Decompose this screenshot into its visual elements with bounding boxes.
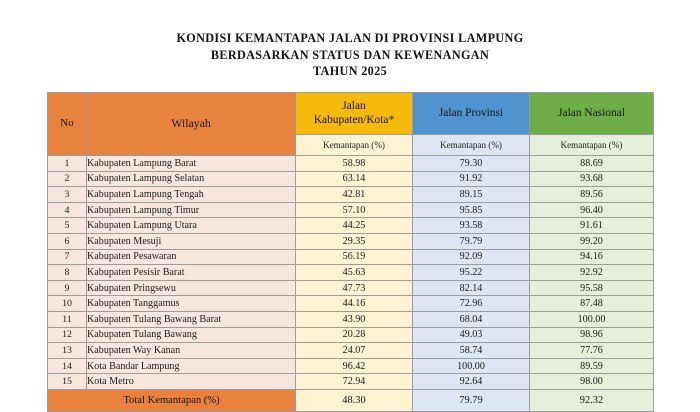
row-nasional: 100.00 bbox=[530, 311, 654, 327]
row-no: 11 bbox=[48, 311, 87, 327]
table-row bbox=[48, 187, 654, 203]
table-row bbox=[48, 233, 654, 249]
table-row bbox=[48, 296, 654, 312]
row-nasional: 99.20 bbox=[530, 233, 654, 249]
row-kabupaten: 20.28 bbox=[296, 327, 413, 343]
row-wilayah: Kabupaten Pesawaran bbox=[87, 249, 296, 265]
row-kabupaten: 44.16 bbox=[296, 296, 413, 312]
total-row-label: Total Kemantapan (%) bbox=[48, 389, 296, 411]
title-line-2: BERDASARKAN STATUS DAN KEWENANGAN bbox=[210, 47, 490, 62]
row-wilayah: Kabupaten Lampung Tengah bbox=[87, 187, 296, 203]
total-nasional-value: 92.32 bbox=[530, 389, 654, 411]
title-line-3: TAHUN 2025 bbox=[312, 64, 388, 78]
row-nasional: 95.58 bbox=[530, 280, 654, 296]
row-nasional: 92.92 bbox=[530, 265, 654, 281]
table-header-row-main bbox=[48, 93, 654, 135]
table-head bbox=[48, 93, 654, 156]
row-no: 15 bbox=[48, 374, 87, 390]
row-provinsi: 93.58 bbox=[413, 218, 530, 234]
row-no: 12 bbox=[48, 327, 87, 343]
column-header-jalan-nasional: Jalan Nasional bbox=[530, 93, 654, 135]
table-body bbox=[48, 156, 654, 390]
total-provinsi-value: 79.79 bbox=[413, 389, 530, 411]
table-row bbox=[48, 374, 654, 390]
row-kabupaten: 47.73 bbox=[296, 280, 413, 296]
row-wilayah: Kabupaten Way Kanan bbox=[87, 343, 296, 359]
column-header-jalan-provinsi: Jalan Provinsi bbox=[413, 93, 530, 135]
row-no: 6 bbox=[48, 233, 87, 249]
row-provinsi: 49.03 bbox=[413, 327, 530, 343]
row-wilayah: Kabupaten Tulang Bawang Barat bbox=[87, 311, 296, 327]
row-no: 10 bbox=[48, 296, 87, 312]
row-no: 2 bbox=[48, 171, 87, 187]
table-row bbox=[48, 327, 654, 343]
table-row bbox=[48, 343, 654, 359]
row-wilayah: Kabupaten Tanggamus bbox=[87, 296, 296, 312]
row-nasional: 89.56 bbox=[530, 187, 654, 203]
column-header-wilayah: Wilayah bbox=[87, 93, 296, 156]
row-provinsi: 72.96 bbox=[413, 296, 530, 312]
row-provinsi: 91.92 bbox=[413, 171, 530, 187]
row-provinsi: 92.09 bbox=[413, 249, 530, 265]
column-header-jalan-kabupaten-line2: Kabupaten/Kota* bbox=[313, 113, 395, 126]
row-no: 14 bbox=[48, 358, 87, 374]
row-provinsi: 68.04 bbox=[413, 311, 530, 327]
row-no: 8 bbox=[48, 265, 87, 281]
row-wilayah: Kabupaten Pesisir Barat bbox=[87, 265, 296, 281]
total-kabupaten-value: 48.30 bbox=[296, 389, 413, 411]
column-header-no: No bbox=[48, 93, 87, 156]
subheader-kemantapan-provinsi: Kemantapan (%) bbox=[413, 135, 530, 156]
row-no: 13 bbox=[48, 343, 87, 359]
row-provinsi: 100.00 bbox=[413, 358, 530, 374]
row-nasional: 94.16 bbox=[530, 249, 654, 265]
row-provinsi: 79.30 bbox=[413, 156, 530, 172]
table-row bbox=[48, 358, 654, 374]
row-kabupaten: 56.19 bbox=[296, 249, 413, 265]
road-condition-table-wrapper bbox=[47, 92, 653, 412]
row-nasional: 91.61 bbox=[530, 218, 654, 234]
row-kabupaten: 72.94 bbox=[296, 374, 413, 390]
row-nasional: 87.48 bbox=[530, 296, 654, 312]
document-title bbox=[0, 30, 700, 80]
row-wilayah: Kota Metro bbox=[87, 374, 296, 390]
row-kabupaten: 63.14 bbox=[296, 171, 413, 187]
row-wilayah: Kota Bandar Lampung bbox=[87, 358, 296, 374]
row-kabupaten: 58.98 bbox=[296, 156, 413, 172]
row-no: 3 bbox=[48, 187, 87, 203]
row-provinsi: 95.22 bbox=[413, 265, 530, 281]
table-row bbox=[48, 171, 654, 187]
row-wilayah: Kabupaten Lampung Selatan bbox=[87, 171, 296, 187]
title-line-1: KONDISI KEMANTAPAN JALAN DI PROVINSI LAMPUNG bbox=[176, 31, 524, 45]
row-no: 4 bbox=[48, 202, 87, 218]
row-kabupaten: 45.63 bbox=[296, 265, 413, 281]
table-row bbox=[48, 202, 654, 218]
row-wilayah: Kabupaten Tulang Bawang bbox=[87, 327, 296, 343]
table-foot bbox=[48, 389, 654, 411]
row-provinsi: 95.85 bbox=[413, 202, 530, 218]
row-wilayah: Kabupaten Lampung Timur bbox=[87, 202, 296, 218]
row-wilayah: Kabupaten Pringsewu bbox=[87, 280, 296, 296]
subheader-kemantapan-kabupaten: Kemantapan (%) bbox=[296, 135, 413, 156]
column-header-jalan-kabupaten-line1: Jalan bbox=[342, 100, 366, 112]
table-row bbox=[48, 311, 654, 327]
row-wilayah: Kabupaten Mesuji bbox=[87, 233, 296, 249]
table-row bbox=[48, 265, 654, 281]
row-kabupaten: 24.07 bbox=[296, 343, 413, 359]
row-kabupaten: 96.42 bbox=[296, 358, 413, 374]
row-nasional: 98.00 bbox=[530, 374, 654, 390]
row-nasional: 96.40 bbox=[530, 202, 654, 218]
row-nasional: 93.68 bbox=[530, 171, 654, 187]
row-provinsi: 89.15 bbox=[413, 187, 530, 203]
row-no: 5 bbox=[48, 218, 87, 234]
row-nasional: 88.69 bbox=[530, 156, 654, 172]
row-kabupaten: 57.10 bbox=[296, 202, 413, 218]
table-row bbox=[48, 156, 654, 172]
row-kabupaten: 43.90 bbox=[296, 311, 413, 327]
row-kabupaten: 29.35 bbox=[296, 233, 413, 249]
row-no: 7 bbox=[48, 249, 87, 265]
row-provinsi: 92.64 bbox=[413, 374, 530, 390]
row-nasional: 89.59 bbox=[530, 358, 654, 374]
table-row bbox=[48, 280, 654, 296]
row-no: 1 bbox=[48, 156, 87, 172]
table-row bbox=[48, 249, 654, 265]
row-nasional: 77.76 bbox=[530, 343, 654, 359]
row-nasional: 98.96 bbox=[530, 327, 654, 343]
subheader-kemantapan-nasional: Kemantapan (%) bbox=[530, 135, 654, 156]
row-kabupaten: 42.81 bbox=[296, 187, 413, 203]
column-header-jalan-kabupaten-kota bbox=[296, 93, 413, 135]
row-provinsi: 82.14 bbox=[413, 280, 530, 296]
row-kabupaten: 44.25 bbox=[296, 218, 413, 234]
row-wilayah: Kabupaten Lampung Utara bbox=[87, 218, 296, 234]
row-wilayah: Kabupaten Lampung Barat bbox=[87, 156, 296, 172]
table-row bbox=[48, 218, 654, 234]
row-provinsi: 79.79 bbox=[413, 233, 530, 249]
row-provinsi: 58.74 bbox=[413, 343, 530, 359]
row-no: 9 bbox=[48, 280, 87, 296]
road-condition-table bbox=[47, 92, 654, 412]
total-row bbox=[48, 389, 654, 411]
